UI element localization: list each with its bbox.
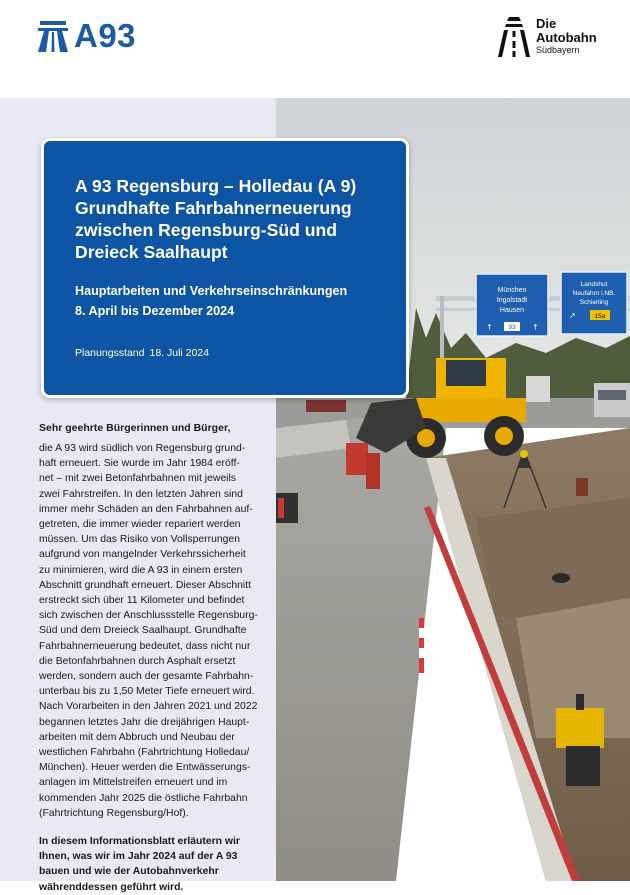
intro-line: kommenden Jahr 2025 die östliche Fahrbahn — [39, 792, 248, 804]
logo-text-autobahn: Autobahn — [536, 29, 597, 45]
closing-paragraph — [39, 834, 275, 895]
route-code: A93 — [74, 16, 137, 54]
sign-left-exit: 93 — [508, 324, 516, 331]
intro-line: müssen. Um das Risiko von Vollsperrungen — [39, 534, 240, 546]
logo-text-die: Die — [536, 16, 557, 31]
autobahn-road-icon — [38, 18, 68, 52]
intro-line: getreten, die immer wieder repariert werden — [39, 519, 241, 531]
sign-right-line-3: Schierling — [579, 299, 609, 306]
intro-line: net – mit zwei Betonfahrbahnen mit jeweils — [39, 473, 236, 485]
closing-line: bauen und wie der Autobahnverkehr — [39, 866, 219, 878]
sign-left-line-3: Hausen — [499, 307, 525, 314]
planning-status — [75, 347, 378, 359]
sign-left-up-arrow-2: ↑ — [532, 323, 539, 332]
intro-line: Abschnitt grundhaft erneuert. Dieser Abschnitt — [39, 579, 251, 591]
intro-line: zwei Fahrstreifen. In den letzten Jahren sind — [39, 488, 243, 500]
autobahn-gate-icon — [498, 17, 530, 57]
intro-line: sich zwischen der Anschlussstelle Regensburg- — [39, 610, 258, 622]
a93-route-logo — [38, 18, 136, 52]
title-line-1: A 93 Regensburg – Holledau (A 9) — [75, 176, 357, 196]
intro-line: immer mehr Schäden an den Fahrbahnen auf- — [39, 503, 253, 515]
closing-line: währenddessen geführt wird. — [39, 881, 184, 893]
subtitle-line-1: Hauptarbeiten und Verkehrseinschränkungen — [75, 284, 348, 298]
salutation: Sehr geehrte Bürgerinnen und Bürger, — [39, 422, 231, 434]
sign-left-line-1: München — [497, 287, 527, 294]
title-line-3: zwischen Regensburg-Süd und — [75, 220, 337, 240]
intro-paragraph — [39, 441, 275, 821]
intro-line: die A 93 wird südlich von Regensburg grund- — [39, 443, 246, 454]
intro-line: westlichen Fahrbahn (Fahrtrichtung Holledau/ — [39, 747, 250, 759]
sign-right-exit: 15a — [594, 313, 606, 320]
sign-left-line-2: Ingolstadt — [496, 297, 528, 304]
intro-line: München). Heuer werden die Entwässerungs- — [39, 762, 251, 774]
intro-line: Süd und dem Dreieck Saalhaupt. Grundhafte — [39, 625, 247, 637]
intro-line: Nach Vorarbeiten in den Jahren 2021 und 2022 — [39, 701, 258, 713]
intro-line: aufgrund von mangelnder Verkehrssicherheit — [39, 549, 246, 561]
intro-line: haft erneuert. Sie wurde im Jahr 1984 eröff- — [39, 458, 240, 470]
sign-left-up-arrow: ↑ — [486, 323, 493, 332]
direction-sign-right — [561, 272, 627, 334]
die-autobahn-logo — [498, 17, 597, 57]
title-box — [41, 138, 409, 398]
sign-right-line-1: Landshut — [580, 281, 608, 288]
status-date: 18. Juli 2024 — [149, 347, 210, 359]
intro-line: unterbau bis zu 1,50 Meter Tiefe erneuert wird. — [39, 686, 255, 698]
logo-text-region: Südbayern — [536, 45, 580, 56]
intro-line: Fahrbahnerneuerung bedeutet, dass nicht nur — [39, 640, 251, 652]
subtitle-line-2: 8. April bis Dezember 2024 — [75, 304, 235, 318]
page-header — [0, 0, 630, 98]
intro-line: begannen letztes Jahr die dreijährigen Haupt- — [39, 716, 250, 728]
sign-right-exit-arrow: ↗ — [569, 311, 576, 320]
closing-line: Ihnen, was wir im Jahr 2024 auf der A 93 — [39, 851, 238, 863]
closing-line: In diesem Informationsblatt erläutern wir — [39, 836, 240, 848]
subtitle — [75, 281, 378, 321]
intro-line: erstreckt sich über 11 Kilometer und befindet — [39, 595, 245, 607]
sign-right-line-2: Neufahrn i.NB. — [572, 290, 616, 297]
direction-sign-left — [476, 274, 548, 336]
title-line-4: Dreieck Saalhaupt — [75, 242, 228, 262]
intro-line: werden, sondern auch der gesamte Fahrbahn- — [39, 671, 254, 683]
title-line-2: Grundhafte Fahrbahnerneuerung — [75, 198, 352, 218]
intro-line: anlagen im Mittelstreifen erneuert und im — [39, 777, 228, 789]
intro-line: arbeiten mit dem Abbruch und Neubau der — [39, 731, 235, 743]
intro-letter — [39, 422, 275, 895]
intro-line: die Betonfahrbahnen durch Asphalt ersetzt — [39, 655, 236, 667]
status-label: Planungsstand — [75, 347, 145, 359]
intro-line: zu minimieren, wird die A 93 in einem ersten — [39, 564, 243, 576]
intro-line: (Fahrtrichtung Regensburg/Hof). — [39, 807, 189, 819]
